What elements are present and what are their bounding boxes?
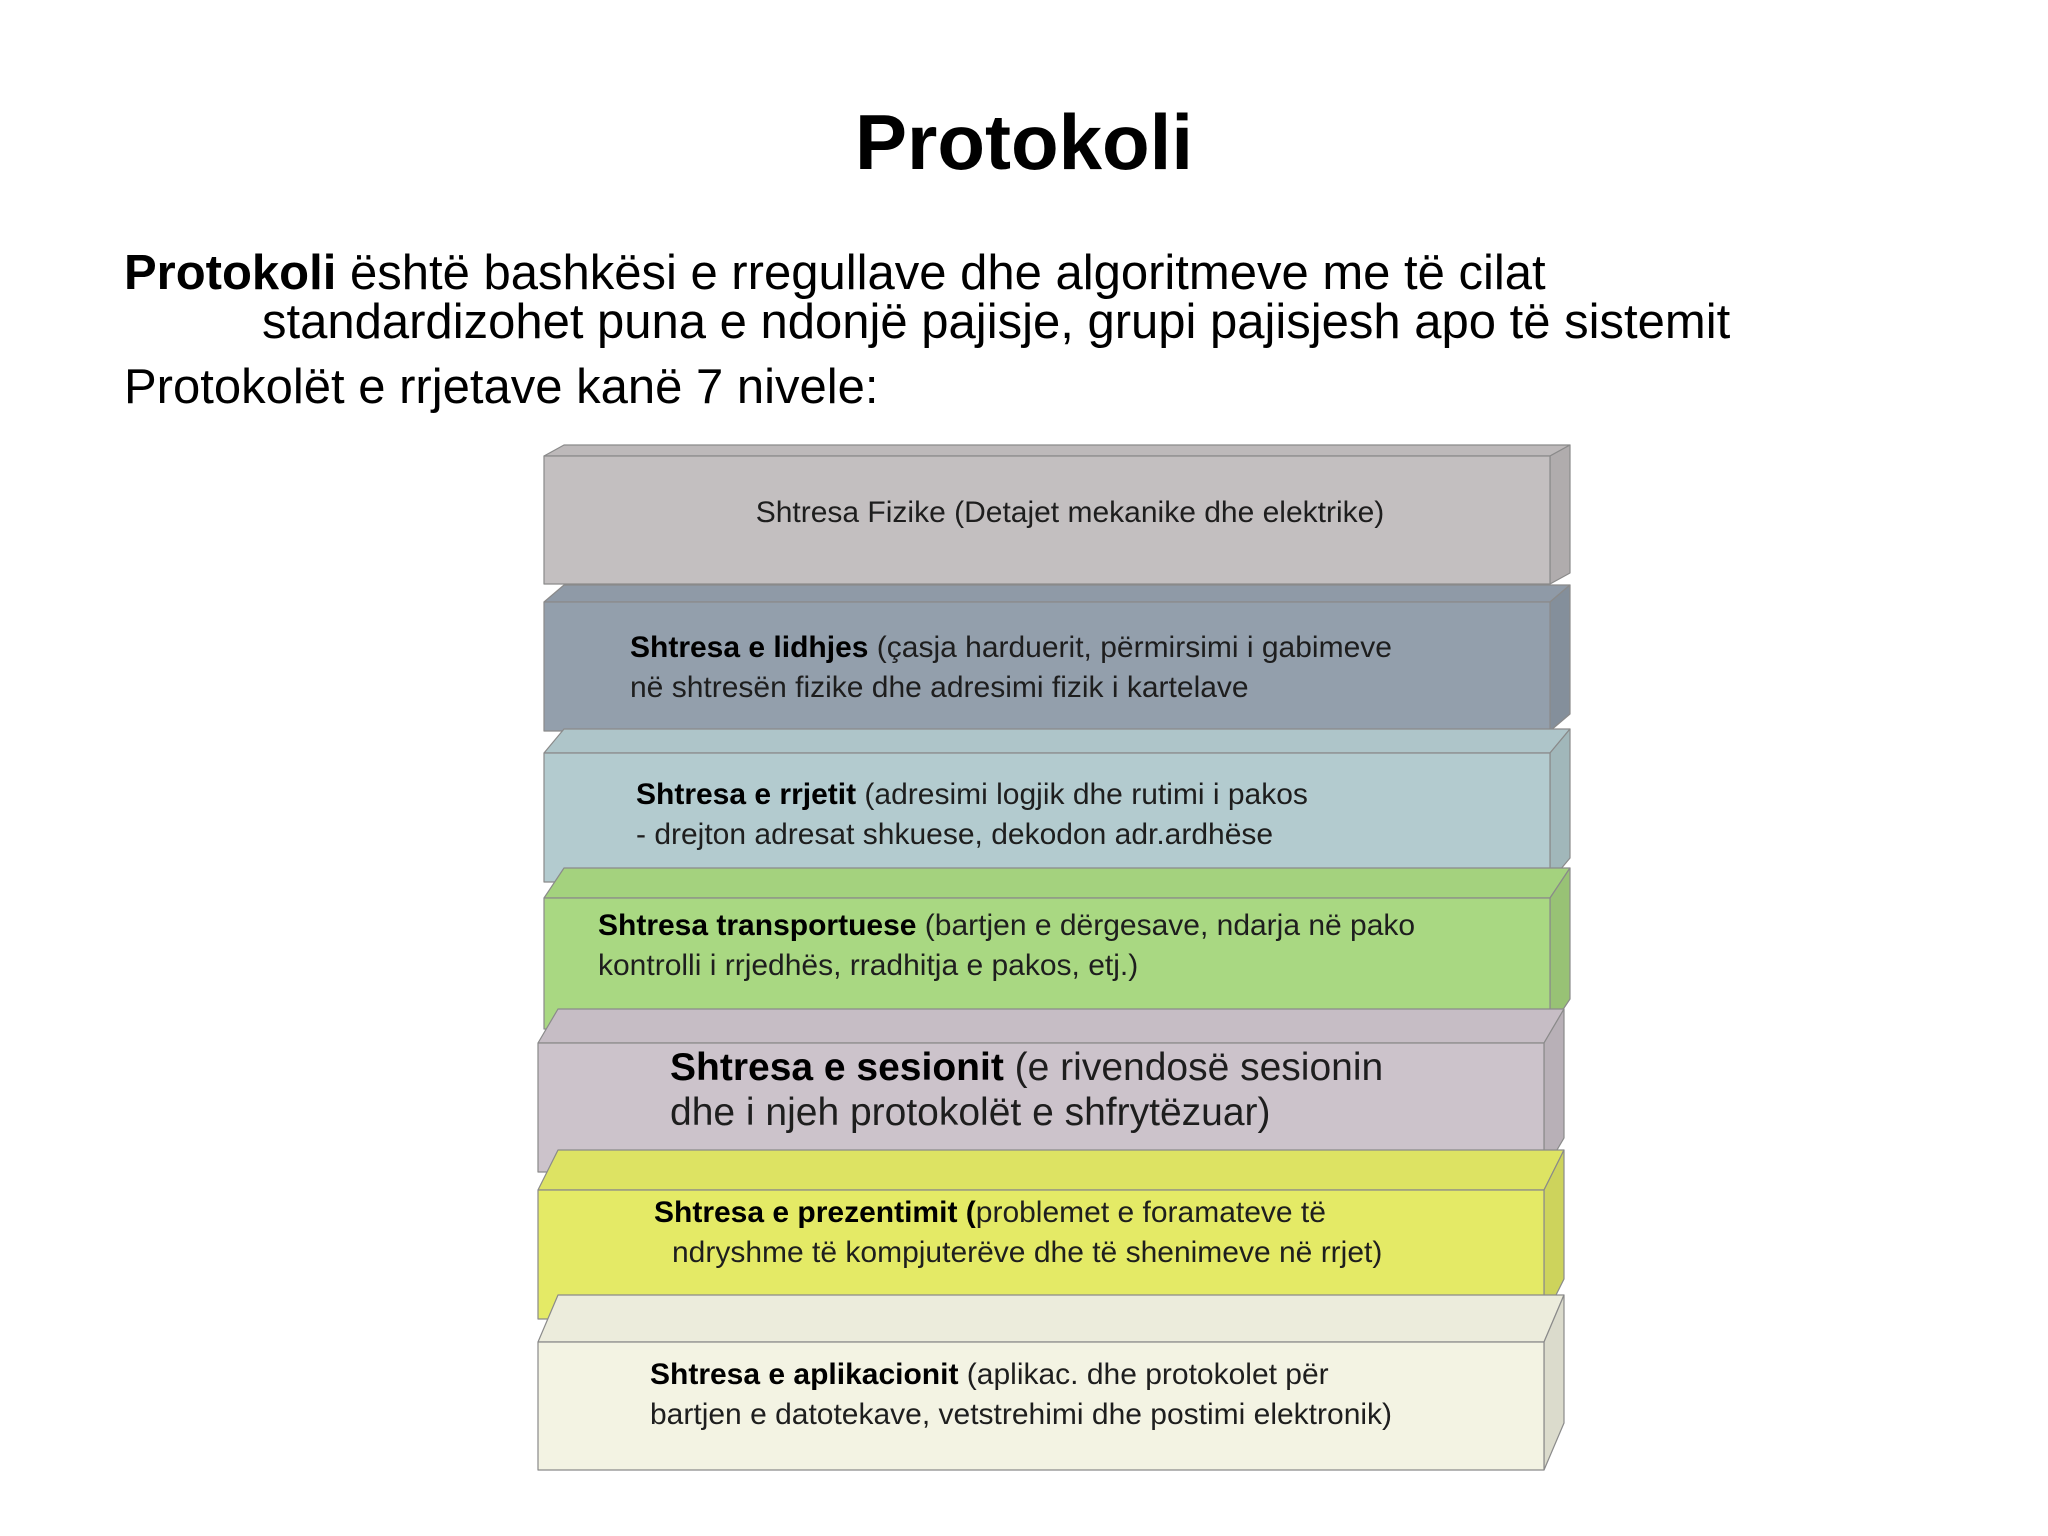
layer-application-name: Shtresa e aplikacionit bbox=[650, 1358, 959, 1391]
layer-transport-top-face bbox=[544, 868, 1570, 898]
layer-presentation-name: Shtresa e prezentimit ( bbox=[654, 1196, 976, 1229]
layer-network-name: Shtresa e rrjetit bbox=[636, 778, 857, 811]
layer-application-text: Shtresa e aplikacionit (aplikac. dhe protokolet për bartjen e datotekave, vetstrehimi dhe postimi elektronik) bbox=[650, 1358, 1393, 1431]
layer-datalink-name: Shtresa e lidhjes bbox=[630, 631, 869, 664]
layer-session-name: Shtresa e sesionit bbox=[670, 1046, 1004, 1089]
layer-network-side-face bbox=[1550, 729, 1570, 882]
levels-intro: Protokolët e rrjetave kanë 7 nivele: bbox=[124, 360, 879, 414]
slide-title: Protokoli bbox=[854, 98, 1193, 186]
layer-network-text: Shtresa e rrjetit (adresimi logjik dhe rutimi i pakos - drejton adresat shkuese, dekodon adr.ardhëse bbox=[636, 778, 1308, 851]
layer-datalink-top-face bbox=[544, 585, 1570, 602]
layer-transport-text: Shtresa transportuese (bartjen e dërgesave, ndarja në pako kontrolli i rrjedhës, rradhitja e pakos, etj.) bbox=[598, 909, 1416, 982]
definition-term: Protokoli bbox=[124, 246, 337, 300]
layer-presentation-top-face bbox=[538, 1150, 1564, 1190]
layer-transport-name: Shtresa transportuese bbox=[598, 909, 917, 942]
layer-session-text: Shtresa e sesionit (e rivendosë sesionin dhe i njeh protokolët e shfrytëzuar) bbox=[670, 1046, 1384, 1135]
layer-network-top-face bbox=[544, 729, 1570, 753]
layer-datalink-text: Shtresa e lidhjes (çasja harduerit, përmirsimi i gabimeve në shtresën fizike dhe adresimi fizik i kartelave bbox=[630, 631, 1392, 704]
layer-application-top-face bbox=[538, 1295, 1564, 1342]
layer-presentation-text: Shtresa e prezentimit (problemet e foramateve të ndryshme të kompjuterëve dhe të shenimeve në rrjet) bbox=[654, 1196, 1383, 1269]
layer-physical-text: Shtresa Fizike (Detajet mekanike dhe elektrike) bbox=[755, 496, 1385, 529]
definition-line-2: standardizohet puna e ndonjë pajisje, grupi pajisjesh apo të sistemit bbox=[262, 295, 1731, 349]
layer-session-top-face bbox=[538, 1009, 1564, 1043]
definition-text-1: është bashkësi e rregullave dhe algoritmeve me të cilat bbox=[336, 246, 1546, 300]
layer-physical-top-face bbox=[544, 445, 1570, 456]
layer-datalink-side-face bbox=[1550, 585, 1570, 731]
